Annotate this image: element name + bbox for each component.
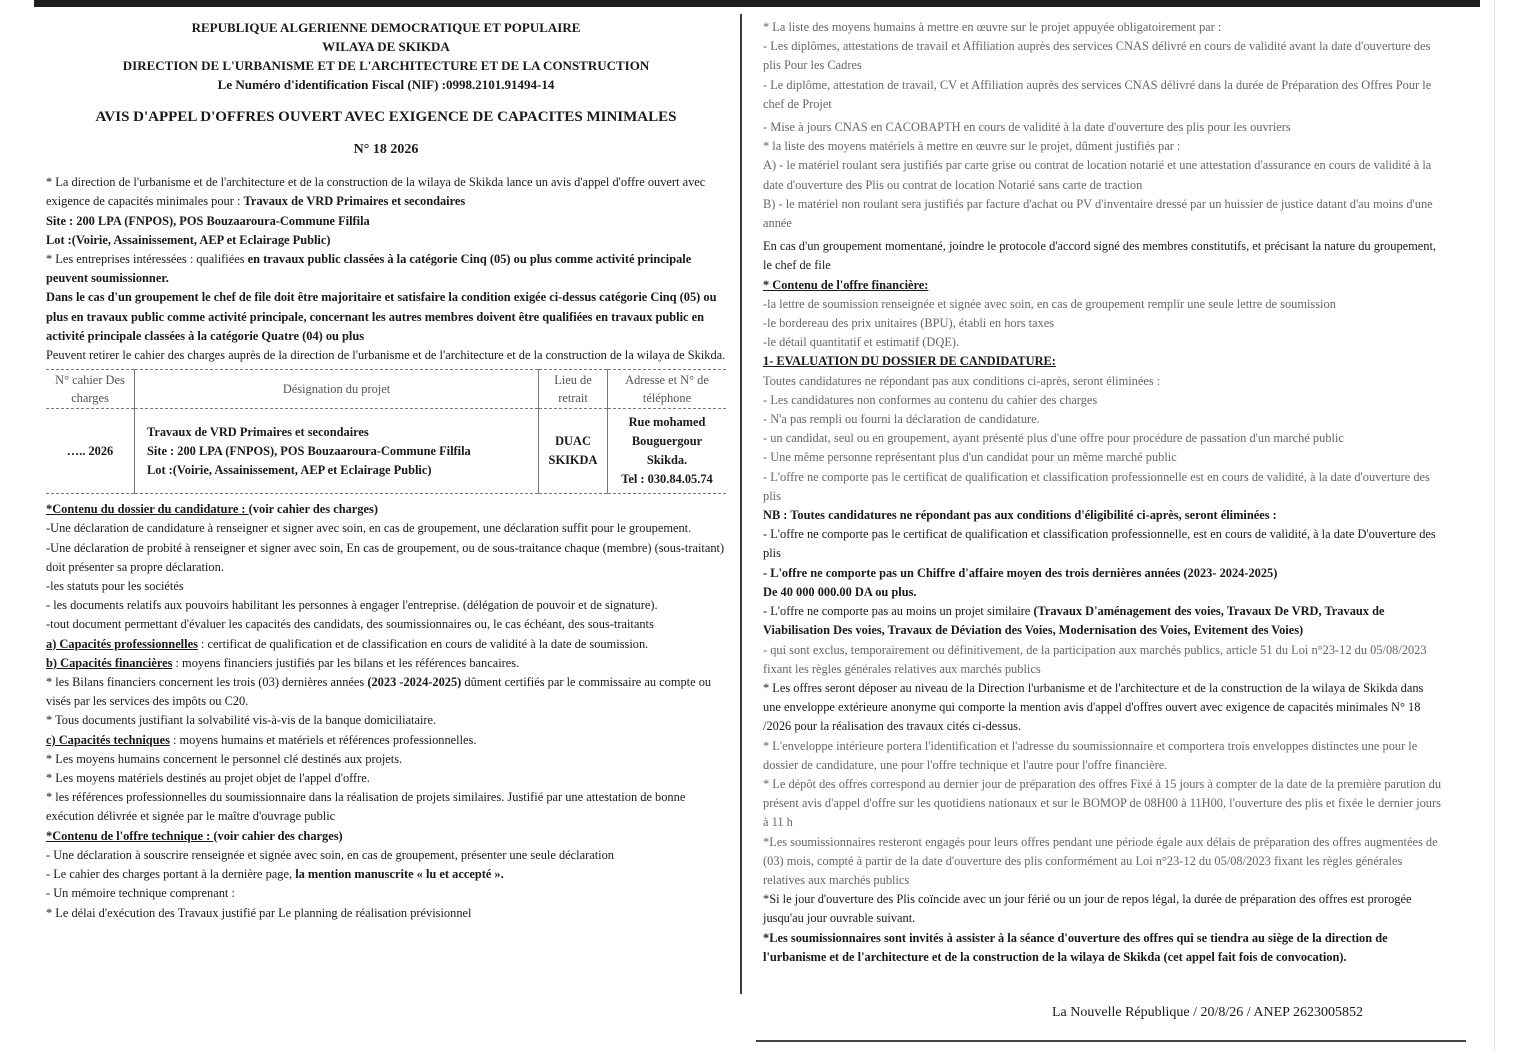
header-republic: REPUBLIQUE ALGERIENNE DEMOCRATIQUE ET POPULAIRE [191, 20, 581, 35]
tech-item: * Les moyens humains concernent le personnel clé destinés aux projets. [46, 751, 403, 766]
fin-item: -la lettre de soumission renseignée et signée avec soin, en cas de groupement remplir une seule lettre de soumission [763, 296, 1336, 311]
eval-item: - N'a pas rempli ou fourni la déclaration de candidature. [763, 412, 1040, 427]
cand-item: -les statuts pour les sociétés [46, 579, 184, 594]
th-designation: Désignation du projet [135, 370, 539, 409]
r-item: * La liste des moyens humains à mettre en œuvre sur le projet appuyée obligatoirement par : [763, 20, 1222, 34]
exclus-item: - qui sont exclus, temporairement ou définitivement, de la participation aux marchés publics, article 51 du Loi n°23-12 du 05/08/2023 fixant les règles générales relatives aux marchés publics [763, 642, 1427, 676]
r-item: - Le diplôme, attestation de travail, CV et Affiliation auprès des services CNAS délivré dans la durée de Préparation des Offres Pour le chef de Projet [763, 77, 1432, 111]
nb-line: NB : Toutes candidatures ne répondant pas aux conditions d'éligibilité ci-après, seront éliminées : [763, 508, 1277, 523]
capacites-techniques: c) Capacités techniques : moyens humains et matériels et références professionnelles. [46, 732, 477, 747]
header-direction: DIRECTION DE L'URBANISME ET DE L'ARCHITECTURE ET DE LA CONSTRUCTION [122, 58, 650, 73]
eval-item: Toutes candidatures ne répondant pas aux conditions ci-après, seront éliminées : [763, 373, 1161, 388]
bottom-line [756, 1040, 1466, 1042]
eval-item: - L'offre ne comporte pas le certificat de qualification et classification professionnelle est en cours de validité, à la date d'ouverture des plis [763, 469, 1430, 503]
tech-item: * les références professionnelles du soumissionnaire dans la réalisation de projets similaires. Justifié par une attestation de bonne exécution délivrée et signée par le maître d'ouvrage public [46, 790, 686, 824]
ot-item: - Une déclaration à souscrire renseignée et signée avec soin, en cas de groupement, présenter une seule déclaration [46, 847, 614, 862]
depot-item: * Le dépôt des offres correspond au dernier jour de préparation des offres Fixé à 15 jours à compter de la date de la première parution du présent avis d'appel d'offre sur les quotidiens nationaux et sur le BOMOP de 08H00 à 11H00, l'ouverture des plis et fixée le dernier jours à 11 h [763, 776, 1442, 830]
right-column [763, 18, 1443, 967]
cahier-table [46, 369, 726, 494]
entreprises-paragraph: * Les entreprises intéressées : qualifiées en travaux public classées à la catégorie Cinq (05) ou plus comme activité principale peuvent soumissionner. [46, 252, 692, 286]
r-item: - Mise à jours CNAS en CACOBAPTH en cours de validité à la date d'ouverture des plis pour les ouvriers [763, 120, 1291, 135]
cell-designation: Travaux de VRD Primaires et secondaires Site : 200 LPA (FNPOS), POS Bouzaaroura-Commune Filfila Lot :(Voirie, Assainissement, AEP et Eclairage Public) [135, 409, 539, 494]
cand-item: - les documents relatifs aux pouvoirs habilitant les personnes à engager l'entreprise. (délégation de pouvoir et de signature). [46, 598, 658, 613]
cell-num: ….. 2026 [66, 443, 114, 458]
eval-item: - Les candidatures non conformes au contenu du cahier des charges [763, 392, 1098, 407]
intro-paragraph: * La direction de l'urbanisme et de l'architecture et de la construction de la wilaya de Skikda lance un avis d'appel d'offre ouvert avec exigence de capacités minimales pour : Travaux de VRD Primaires et secondaires [46, 175, 706, 209]
header-wilaya: WILAYA DE SKIKDA [322, 39, 450, 54]
fin-item: -le détail quantitatif et estimatif (DQE). [763, 335, 960, 350]
table-row [46, 409, 726, 494]
eval-item: - un candidat, seul ou en groupement, ayant présenté plus d'une offre pour procédure de passation d'un marché public [763, 431, 1344, 446]
avis-number: N° 18 2026 [353, 142, 419, 157]
ot-item: * Le délai d'exécution des Travaux justifié par Le planning de réalisation prévisionnel [46, 905, 472, 920]
cand-item: -tout document permettant d'évaluer les capacités des candidats, des soumissionnaires ou, le cas échéant, des sous-traitants [46, 617, 654, 632]
header-nif: Le Numéro d'identification Fiscal (NIF) :0998.2101.91494-14 [217, 77, 555, 92]
tech-item: * Les moyens matériels destinés au projet objet de l'appel d'offre. [46, 771, 370, 786]
r-item: B) - le matériel non roulant sera justifiés par facture d'achat ou PV d'inventaire dressé par un huissier de justice datant d'au moins d'une année [763, 196, 1433, 231]
cand-item: -Une déclaration de probité à renseigner et signer avec soin, En cas de groupement, ou de sous-traitance chaque (membre) (sous-traitant) doit présenter sa propre déclaration. [46, 540, 725, 574]
site-line: Site : 200 LPA (FNPOS), POS Bouzaaroura-Commune Filfila [46, 213, 370, 228]
publication-footer: La Nouvelle République / 20/8/26 / ANEP 2623005852 [1052, 1005, 1363, 1020]
nb-item: - L'offre ne comporte pas le certificat de qualification et classification professionnelle, est en cours de validité, à la date D'ouverture des plis [763, 527, 1436, 561]
th-num: N° cahier Des charges [46, 370, 135, 409]
r-item: A) - le matériel roulant sera justifiés par carte grise ou contrat de location notarié et une attestation d'assurance en cours de validité à la date d'ouverture des Plis ou contrat de location Notarié sans carte de traction [763, 158, 1432, 192]
depot-item: *Si le jour d'ouverture des Plis coïncide avec un jour férié ou un jour de repos légal, la durée de préparation des offres est prorogée jusqu'au jour ouvrable suivant. [763, 892, 1412, 926]
depot-item: * L'enveloppe intérieure portera l'identification et l'adresse du soumissionnaire et comportera trois enveloppes distinctes une pour le dossier de candidature, une pour l'offre technique et l'autre pour l'offre financière. [763, 738, 1418, 772]
top-border [34, 0, 1480, 7]
r-item: * la liste des moyens matériels à mettre en œuvre sur le projet, dûment justifiés par : [763, 139, 1181, 154]
cand-item: -Une déclaration de candidature à renseigner et signer avec soin, en cas de groupement, une déclaration suffit pour le groupement. [46, 521, 692, 536]
bilans-paragraph: * les Bilans financiers concernent les trois (03) dernières années (2023 -2024-2025) dûment certifiés par le commissaire au compte ou visés par les services des impôts ou C20. [46, 675, 712, 709]
solvabilite-line: * Tous documents justifiant la solvabilité vis-à-vis de la banque domiciliataire. [46, 713, 437, 728]
nb-item: - L'offre ne comporte pas un Chiffre d'affaire moyen des trois dernières années (2023- 2024-2025) [763, 565, 1278, 580]
eval-item: - Une même personne représentant plus d'un candidat pour un même marché public [763, 450, 1177, 465]
avis-title: AVIS D'APPEL D'OFFRES OUVERT AVEC EXIGENCE DE CAPACITES MINIMALES [95, 109, 677, 125]
fin-item: -le bordereau des prix unitaires (BPU), établi en hors taxes [763, 316, 1055, 331]
capacites-financieres: b) Capacités financières : moyens financiers justifiés par les bilans et les références bancaires. [46, 655, 520, 670]
final-paragraph: *Les soumissionnaires sont invités à assister à la séance d'ouverture des offres qui se tiendra au siège de la direction de l'urbanisme et de l'architecture et de la construction de la wilaya de Skikda (cet appel fait fois de convocation). [763, 930, 1388, 964]
depot-item: * Les offres seront déposer au niveau de la Direction l'urbanisme et de l'architecture et de la construction de la wilaya de Skikda dans une enveloppe extérieure anonyme qui comporte la mention avis d'appel d'offres ouvert avec exigence de capacités minimales N° 18 /2026 pour la réalisation des travaux cités ci-dessus. [763, 680, 1424, 734]
right-edge-line [1494, 0, 1495, 1052]
left-column [46, 18, 726, 923]
r-item: - Les diplômes, attestations de travail et Affiliation auprès des services CNAS délivré en cours de validité avant la date d'ouverture des plis Pour les Cadres [763, 39, 1431, 73]
groupement-paragraph: Dans le cas d'un groupement le chef de file doit être majoritaire et satisfaire la condition exigée ci-dessus catégorie Cinq (05) ou plus en travaux public comme activité principale, concernant les autres membres doivent être qualifiées en travaux public en activité principale classées à la catégorie Quatre (04) ou plus [46, 290, 717, 343]
capacites-professionnelles: a) Capacités professionnelles : certificat de qualification et de classification en cours de validité à la date de soumission. [46, 636, 649, 651]
evaluation-title: 1- EVALUATION DU DOSSIER DE CANDIDATURE: [763, 354, 1056, 369]
r-item: En cas d'un groupement momentané, joindre le protocole d'accord signé des membres constitutifs, et précisant la nature du groupement, le chef de file [763, 239, 1437, 273]
lot-line: Lot :(Voirie, Assainissement, AEP et Eclairage Public) [46, 232, 331, 247]
offre-financiere-title: * Contenu de l'offre financière: [763, 277, 929, 292]
ot-item: - Un mémoire technique comprenant : [46, 886, 235, 901]
ot-item: - Le cahier des charges portant à la dernière page, la mention manuscrite « lu et accepté ». [46, 867, 504, 882]
cell-lieu: DUAC SKIKDA [539, 409, 608, 494]
cell-adresse: Rue mohamed Bouguergour Skikda. Tel : 030.84.05.74 [608, 409, 727, 494]
column-separator [740, 14, 742, 994]
contenu-candidature-title: *Contenu du dossier du candidature : (voir cahier des charges) [46, 502, 378, 517]
nb-item: De 40 000 000.00 DA ou plus. [763, 584, 917, 599]
th-lieu: Lieu de retrait [539, 370, 608, 409]
th-adresse: Adresse et N° de téléphone [608, 370, 727, 409]
offre-technique-title: *Contenu de l'offre technique : (voir cahier des charges) [46, 828, 343, 843]
retirer-paragraph: Peuvent retirer le cahier des charges auprès de la direction de l'urbanisme et de l'architecture et de la construction de la wilaya de Skikda. [46, 348, 726, 363]
depot-item: *Les soumissionnaires resteront engagés pour leurs offres pendant une période égale aux délais de préparation des offres augmentées de (03) mois, compté à partir de la date d'ouverture des plis conformément au Loi n°23-12 du 05/08/2023 fixant les règles générales relatives aux marchés publics [763, 834, 1438, 887]
nb-item: - L'offre ne comporte pas au moins un projet similaire (Travaux D'aménagement des voies, Travaux De VRD, Travaux de Viabilisation Des voies, Travaux de Déviation des Voies, Modernisation des Voies, Evitement des Voies) [763, 604, 1385, 638]
